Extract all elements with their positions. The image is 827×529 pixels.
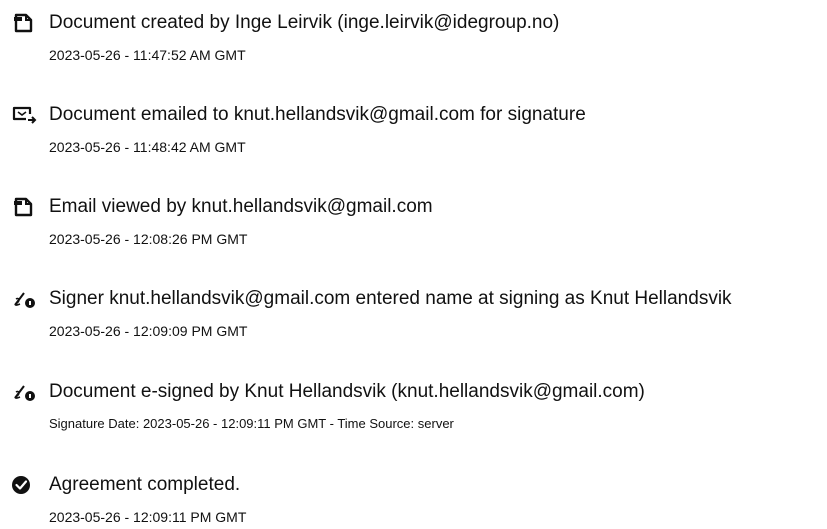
email-sent-icon xyxy=(11,105,37,125)
event-timestamp: 2023-05-26 - 12:09:09 PM GMT xyxy=(49,323,248,339)
event-timestamp: 2023-05-26 - 12:09:11 PM GMT xyxy=(49,509,247,525)
event-title: Email viewed by knut.hellandsvik@gmail.com xyxy=(49,196,433,217)
event-title: Agreement completed. xyxy=(49,474,241,495)
e-signed-pen-icon xyxy=(11,382,37,402)
check-circle-icon xyxy=(11,475,37,495)
event-title: Document e-signed by Knut Hellandsvik (knut.hellandsvik@gmail.com) xyxy=(49,381,645,402)
event-timestamp: 2023-05-26 - 11:47:52 AM GMT xyxy=(49,47,246,63)
document-created-icon xyxy=(11,13,37,33)
event-timestamp: 2023-05-26 - 11:48:42 AM GMT xyxy=(49,139,246,155)
event-title: Signer knut.hellandsvik@gmail.com entered name at signing as Knut Hellandsvik xyxy=(49,288,732,309)
event-title: Document created by Inge Leirvik (inge.leirvik@idegroup.no) xyxy=(49,12,560,33)
signer-pen-icon xyxy=(11,289,37,309)
email-viewed-icon xyxy=(11,197,37,217)
event-timestamp: Signature Date: 2023-05-26 - 12:09:11 PM GMT - Time Source: server xyxy=(49,416,454,431)
event-timestamp: 2023-05-26 - 12:08:26 PM GMT xyxy=(49,231,248,247)
event-title: Document emailed to knut.hellandsvik@gmail.com for signature xyxy=(49,104,586,125)
